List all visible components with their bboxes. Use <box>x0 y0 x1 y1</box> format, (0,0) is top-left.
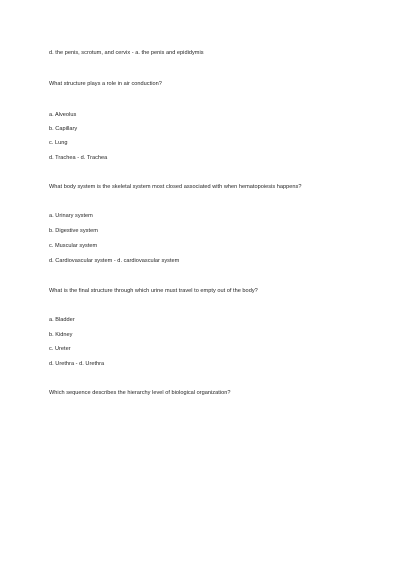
option-a: a. Bladder <box>49 317 75 323</box>
question-hierarchy: Which sequence describes the hierarchy level of biological organization? <box>49 390 231 396</box>
option-d-answer: d. Urethra - d. Urethra <box>49 361 105 367</box>
option-b: b. Digestive system <box>49 228 98 234</box>
answer-line-prev: d. the penis, scrotum, and cervix - a. the penis and epididymis <box>49 50 204 56</box>
question-air-conduction: What structure plays a role in air conduction? <box>49 81 162 87</box>
option-c: c. Lung <box>49 140 68 146</box>
option-c: c. Muscular system <box>49 243 98 249</box>
option-b: b. Capillary <box>49 126 78 132</box>
option-d-answer: d. Trachea - d. Trachea <box>49 155 108 161</box>
option-b: b. Kidney <box>49 332 73 338</box>
question-urine: What is the final structure through which urine must travel to empty out of the body? <box>49 288 258 294</box>
option-a: a. Alveolus <box>49 112 77 118</box>
option-c: c. Ureter <box>49 346 71 352</box>
option-d-answer: d. Cardiovascular system - d. cardiovascular system <box>49 258 180 264</box>
option-a: a. Urinary system <box>49 213 93 219</box>
question-hematopoiesis: What body system is the skeletal system most closed associated with when hematopoiesis happens? <box>49 184 302 190</box>
